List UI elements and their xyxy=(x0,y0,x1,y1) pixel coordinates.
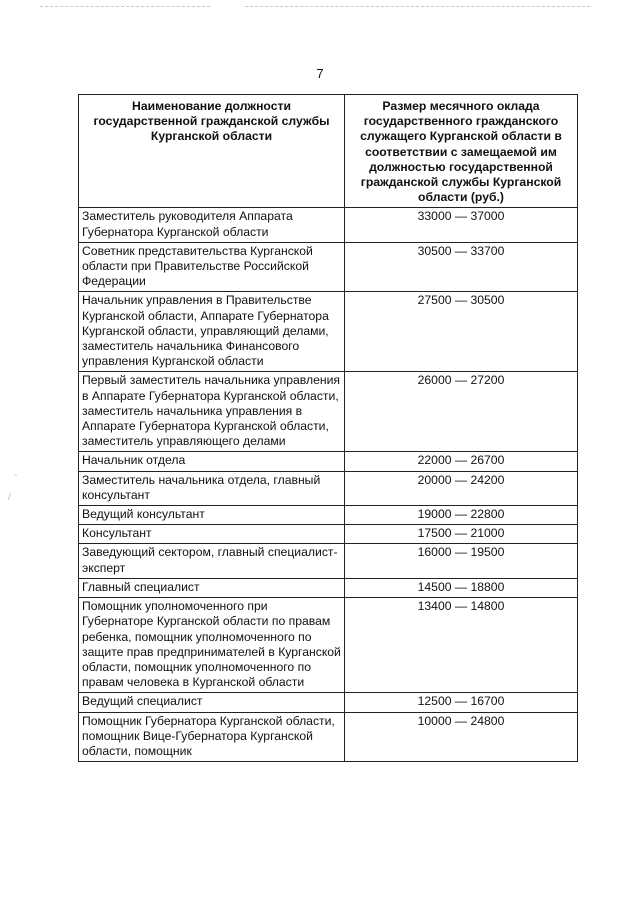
salary-cell: 10000 — 24800 xyxy=(345,712,578,762)
margin-mark: - xyxy=(14,470,18,481)
header-position: Наименование должности государственной гражданской службы Курганской области xyxy=(79,95,345,208)
position-cell: Заместитель начальника отдела, главный консультант xyxy=(79,471,345,505)
salary-cell: 27500 — 30500 xyxy=(345,292,578,372)
table-row xyxy=(79,598,578,693)
table-row xyxy=(79,525,578,544)
margin-mark: / xyxy=(8,492,11,503)
table-row xyxy=(79,544,578,578)
salary-cell: 14500 — 18800 xyxy=(345,578,578,597)
salary-cell: 20000 — 24200 xyxy=(345,471,578,505)
table-row xyxy=(79,452,578,471)
table-row xyxy=(79,471,578,505)
table-row xyxy=(79,578,578,597)
salary-cell: 19000 — 22800 xyxy=(345,506,578,525)
position-cell: Первый заместитель начальника управления в Аппарате Губернатора Курганской области, заместитель начальника управления в Аппарате Губернатора Курганской области, заместитель управляющего делами xyxy=(79,372,345,452)
table-row xyxy=(79,372,578,452)
salary-cell: 17500 — 21000 xyxy=(345,525,578,544)
salary-table xyxy=(78,94,578,762)
position-cell: Советник представительства Курганской области при Правительстве Российской Федерации xyxy=(79,242,345,292)
position-cell: Консультант xyxy=(79,525,345,544)
salary-cell: 33000 — 37000 xyxy=(345,208,578,242)
position-cell: Ведущий консультант xyxy=(79,506,345,525)
page-number: 7 xyxy=(316,66,324,81)
table-row xyxy=(79,242,578,292)
header-salary: Размер месячного оклада государственного гражданского служащего Курганской области в соответствии с замещаемой им должностью государственной гражданской службы Курганской области (руб.) xyxy=(345,95,578,208)
position-cell: Ведущий специалист xyxy=(79,693,345,712)
scan-artifact-line xyxy=(245,6,590,7)
position-cell: Помощник Губернатора Курганской области, помощник Вице-Губернатора Курганской области, помощник xyxy=(79,712,345,762)
scan-artifact-line xyxy=(40,6,210,7)
table-header-row xyxy=(79,95,578,208)
salary-cell: 12500 — 16700 xyxy=(345,693,578,712)
table-row xyxy=(79,208,578,242)
salary-cell: 30500 — 33700 xyxy=(345,242,578,292)
table-row xyxy=(79,693,578,712)
salary-cell: 13400 — 14800 xyxy=(345,598,578,693)
table-row xyxy=(79,712,578,762)
salary-cell: 16000 — 19500 xyxy=(345,544,578,578)
position-cell: Главный специалист xyxy=(79,578,345,597)
table-row xyxy=(79,292,578,372)
salary-cell: 26000 — 27200 xyxy=(345,372,578,452)
salary-cell: 22000 — 26700 xyxy=(345,452,578,471)
table-row xyxy=(79,506,578,525)
position-cell: Начальник управления в Правительстве Курганской области, Аппарате Губернатора Курганской области, управляющий делами, заместитель начальника Финансового управления Курганской области xyxy=(79,292,345,372)
position-cell: Помощник уполномоченного при Губернаторе Курганской области по правам ребенка, помощник уполномоченного по защите прав предпринимателей в Курганской области, помощник уполномоченного по правам человека в Курганской области xyxy=(79,598,345,693)
position-cell: Заведующий сектором, главный специалист-эксперт xyxy=(79,544,345,578)
position-cell: Начальник отдела xyxy=(79,452,345,471)
position-cell: Заместитель руководителя Аппарата Губернатора Курганской области xyxy=(79,208,345,242)
